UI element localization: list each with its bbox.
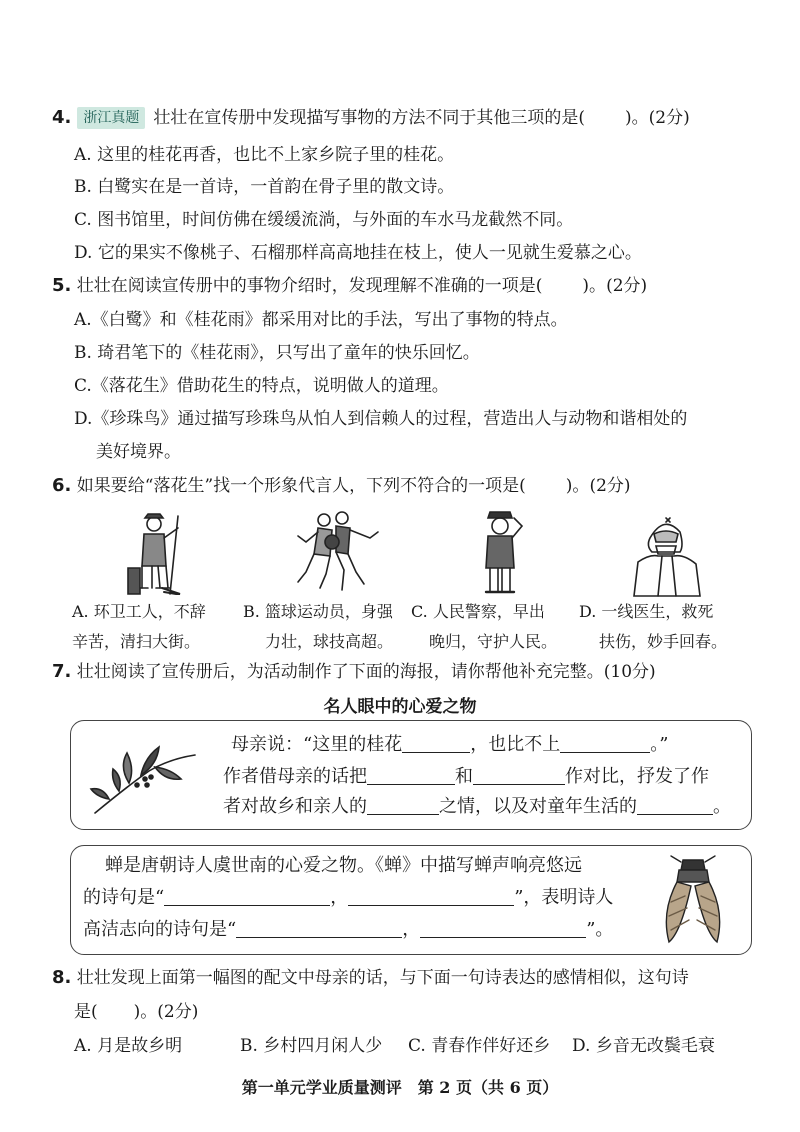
q5-option-b: B. 琦君笔下的《桂花雨》，只写出了童年的快乐回忆。 bbox=[74, 343, 480, 363]
q8-option-a: A. 月是故乡明 bbox=[74, 1036, 183, 1056]
q5-stem: 5. 壮壮在阅读宣传册中的事物介绍时，发现理解不准确的一项是( )。(2分) bbox=[52, 275, 648, 296]
q4-stem: 4. 浙江真题 壮壮在宣传册中发现描写事物的方法不同于其他三项的是( )。(2分) bbox=[52, 107, 690, 128]
blank-4[interactable] bbox=[473, 766, 565, 785]
basketball-players-icon bbox=[284, 508, 384, 596]
q5-option-d: D.《珍珠鸟》通过描写珍珠鸟从怕人到信赖人的过程，营造出人与动物和谐相处的 bbox=[74, 409, 688, 429]
q4-option-a: A. 这里的桂花再香，也比不上家乡院子里的桂花。 bbox=[74, 145, 455, 165]
q5-option-d-cont: 美好境界。 bbox=[96, 442, 181, 462]
blank-1[interactable] bbox=[402, 734, 470, 753]
q4-option-c: C. 图书馆里，时间仿佛在缓缓流淌，与外面的车水马龙截然不同。 bbox=[74, 210, 574, 230]
q8-option-d: D. 乡音无改鬓毛衰 bbox=[572, 1036, 715, 1056]
q4-score: (2分) bbox=[648, 108, 690, 128]
q6-option-b: B. 篮球运动员，身强 力壮，球技高超。 bbox=[243, 602, 394, 651]
blank-2[interactable] bbox=[560, 734, 650, 753]
blank-8[interactable] bbox=[348, 887, 514, 906]
poster-box-osmanthus bbox=[70, 720, 752, 830]
q8-option-b: B. 乡村四月闲人少 bbox=[240, 1036, 383, 1056]
box1-line1: 母亲说：“这里的桂花 ，也比不上 。” bbox=[231, 734, 669, 755]
page-footer: 第一单元学业质量测评 第 2 页（共 6 页） bbox=[241, 1078, 559, 1097]
q4-source-tag: 浙江真题 bbox=[77, 107, 145, 129]
q7-stem: 7. 壮壮阅读了宣传册后，为活动制作了下面的海报，请你帮他补充完整。(10分) bbox=[52, 661, 656, 682]
blank-3[interactable] bbox=[367, 766, 455, 785]
blank-6[interactable] bbox=[637, 796, 713, 815]
box2-line2: 的诗句是“ ， ”，表明诗人 bbox=[83, 887, 614, 908]
osmanthus-branch-icon bbox=[89, 733, 201, 819]
blank-7[interactable] bbox=[164, 887, 330, 906]
q6-stem: 6. 如果要给“落花生”找一个形象代言人，下列不符合的一项是( )。(2分) bbox=[52, 475, 631, 496]
frontline-doctor-icon bbox=[624, 512, 708, 598]
box2-line3: 高洁志向的诗句是“ ， ”。 bbox=[83, 919, 614, 940]
q8-stem: 8. 壮壮发现上面第一幅图的配文中母亲的话，与下面一句诗表达的感情相似，这句诗 bbox=[52, 967, 689, 988]
poster-title: 名人眼中的心爱之物 bbox=[323, 697, 477, 717]
q4-number: 4. bbox=[52, 107, 72, 128]
q5-option-a: A.《白鹭》和《桂花雨》都采用对比的手法，写出了事物的特点。 bbox=[74, 310, 568, 330]
police-officer-icon bbox=[470, 508, 530, 596]
q6-option-a: A. 环卫工人，不辞 辛苦，清扫大街。 bbox=[72, 602, 206, 651]
street-sweeper-icon bbox=[118, 508, 190, 596]
poster-box-cicada bbox=[70, 845, 752, 955]
blank-5[interactable] bbox=[367, 796, 439, 815]
q8-option-c: C. 青春作伴好还乡 bbox=[408, 1036, 551, 1056]
blank-10[interactable] bbox=[420, 919, 586, 938]
blank-9[interactable] bbox=[236, 919, 402, 938]
cicada-icon bbox=[657, 852, 729, 948]
q4-option-d: D. 它的果实不像桃子、石榴那样高高地挂在枝上，使人一见就生爱慕之心。 bbox=[74, 243, 642, 263]
q4-option-b: B. 白鹭实在是一首诗，一首韵在骨子里的散文诗。 bbox=[74, 177, 455, 197]
q6-option-c: C. 人民警察，早出 晚归，守护人民。 bbox=[411, 602, 558, 651]
q8-stem-cont: 是( )。(2分) bbox=[74, 1002, 199, 1022]
box2-line1: 蝉是唐朝诗人虞世南的心爱之物。《蝉》中描写蝉声响亮悠远 bbox=[105, 855, 582, 876]
q6-option-d: D. 一线医生，救死 扶伤，妙手回春。 bbox=[579, 602, 728, 651]
q5-option-c: C.《落花生》借助花生的特点，说明做人的道理。 bbox=[74, 376, 449, 396]
box1-line2: 作者借母亲的话把 和 作对比，抒发了作 bbox=[223, 766, 709, 787]
box1-line3: 者对故乡和亲人的 之情，以及对童年生活的 。 bbox=[223, 796, 731, 817]
